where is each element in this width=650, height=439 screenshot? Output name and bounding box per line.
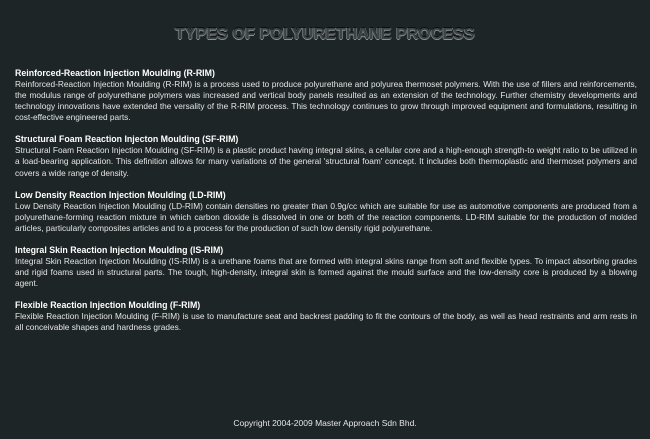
- section-body: Low Density Reaction Injection Moulding (LD-RIM) contain densities no greater than 0.9g/cc which are suitable for use as automotive components are produced from a polyurethane-forming reaction mixture in which carbon dioxide is dissolved in one or both of the reaction components. LD-RIM suitable for the production of molded articles, particularly composites articles and to a process for the production of such low density rigid polyurethane.: [15, 200, 637, 233]
- section-sf-rim: [15, 134, 637, 178]
- section-heading: Structural Foam Reaction Injecton Moulding (SF-RIM): [15, 134, 239, 145]
- section-heading: Low Density Reaction Injection Moulding (LD-RIM): [15, 189, 226, 200]
- section-heading: Reinforced-Reaction Injection Moulding (R-RIM): [15, 68, 215, 78]
- copyright-footer: Copyright 2004-2009 Master Approach Sdn Bhd.: [233, 418, 417, 428]
- section-body: Reinforced-Reaction Injection Moulding (R-RIM) is a process used to produce polyurethane and polyurea thermoset polymers. With the use of fillers and reinforcements, the modulus range of polyurethane polymers was increased and vertical body panels resulted as an extension of the technology. Further chemistry developments and technology innovations have extended the versality of the R-RIM process. This technology continues to grow through improved equipment and formulations, resulting in cost-effective engineered parts.: [15, 79, 637, 123]
- page-title: TYPES OF POLYURETHANE PROCESS: [175, 26, 475, 43]
- section-heading: Integral Skin Reaction Injection Moulding (IS-RIM): [15, 244, 224, 255]
- section-heading: Flexible Reaction Injection Moulding (F-RIM): [15, 300, 201, 311]
- content-area: [15, 68, 637, 344]
- section-body: Flexible Reaction Injection Moulding (F-RIM) is use to manufacture seat and backrest padding to fit the contours of the body, as well as head restraints and arm rests in all conceivable shapes and hardness grades.: [15, 311, 637, 333]
- section-f-rim: [15, 300, 637, 333]
- section-r-rim: [15, 68, 637, 123]
- section-body: Structural Foam Reaction Injection Moulding (SF-RIM) is a plastic product having integral skins, a cellular core and a high-enough strength-to weight ratio to be utilized in a load-bearing application. This definition allows for many variations of the general 'structural foam' concept. It includes both thermoplastic and thermoset polymers and covers a wide range of density.: [15, 145, 637, 178]
- section-ld-rim: [15, 190, 637, 234]
- section-is-rim: [15, 245, 637, 289]
- section-body: Integral Skin Reaction Injection Moulding (IS-RIM) is a urethane foams that are formed with integral skins range from soft and flexible types. To impact absorbing grades and rigid foams used in structural parts. The tough, high-density, integral skin is formed against the mould surface and the low-density core is produced by a blowing agent.: [15, 255, 637, 289]
